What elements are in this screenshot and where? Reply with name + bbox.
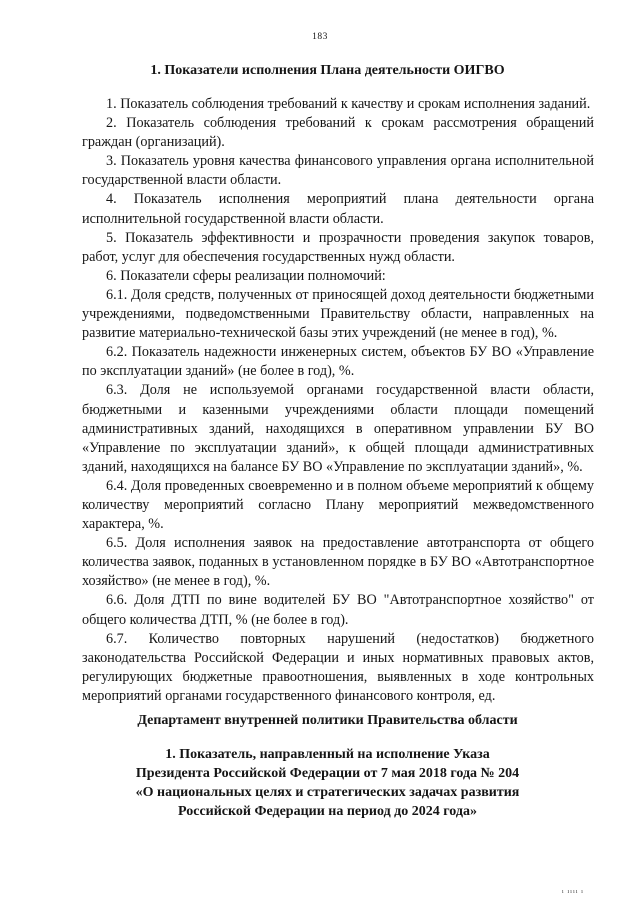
- list-item: 6.6. Доля ДТП по вине водителей БУ ВО "Автотранспортное хозяйство" от общего количества ДТП, % (не более в год).: [82, 592, 594, 628]
- decree-heading-line: «О национальных целях и стратегических задачах развития: [135, 785, 520, 800]
- decree-heading-line: 1. Показатель, направленный на исполнение Указа: [165, 747, 490, 762]
- list-item: 6. Показатели сферы реализации полномочий:: [106, 267, 386, 284]
- decree-heading-line: Президента Российской Федерации от 7 мая 2018 года № 204: [135, 766, 520, 781]
- list-item: 6.1. Доля средств, полученных от приносящей доход деятельности бюджетными учреждениями, подведомственными Правительству области, направленных на развитие материально-технической базы этих учреждений (не менее в год), %.: [82, 286, 594, 342]
- section-heading: 1. Показатели исполнения Плана деятельности ОИГВО: [150, 63, 505, 78]
- department-heading: Департамент внутренней политики Правительства области: [137, 713, 518, 728]
- list-item: 6.5. Доля исполнения заявок на предоставление автотранспорта от общего количества заявок, поданных в установленном порядке в БУ ВО «Автотранспортное хозяйство» (не менее в год), %.: [82, 535, 594, 590]
- indicator-list: [82, 95, 594, 706]
- decree-heading: [60, 745, 595, 821]
- list-item: 2. Показатель соблюдения требований к срокам рассмотрения обращений граждан (организаций).: [82, 115, 594, 151]
- list-item: 6.2. Показатель надежности инженерных систем, объектов БУ ВО «Управление по эксплуатации зданий» (не более в год), %.: [82, 344, 594, 380]
- list-item: 1. Показатель соблюдения требований к качеству и срокам исполнения заданий.: [106, 96, 591, 112]
- barcode-mark: ı ıııı ı: [561, 888, 584, 895]
- list-item: 6.7. Количество повторных нарушений (недостатков) бюджетного законодательства Российской Федерации и иных нормативных правовых актов, регулирующих бюджетные правоотношения, выявленных в ходе контрольных мероприятий органами государственного финансового контроля, ед.: [82, 630, 594, 704]
- list-item: 6.3. Доля не используемой органами государственной власти области, бюджетными и казенными учреждениями области площади помещений административных зданий, находящихся в оперативном управлении БУ ВО «Управление по эксплуатации зданий», к общей площади административных зданий, находящихся на балансе БУ ВО «Управление по эксплуатации зданий», %.: [82, 382, 594, 475]
- decree-heading-line: Российской Федерации на период до 2024 года»: [178, 804, 477, 819]
- list-item: 5. Показатель эффективности и прозрачности проведения закупок товаров, работ, услуг для обеспечения государственных нужд области.: [82, 229, 594, 265]
- page-number: 183: [312, 32, 328, 42]
- list-item: 6.4. Доля проведенных своевременно и в полном объеме мероприятий к общему количеству мероприятий согласно Плану мероприятий межведомственного характера, %.: [82, 477, 594, 533]
- list-item: 4. Показатель исполнения мероприятий плана деятельности органа исполнительной государственной власти области.: [82, 191, 594, 227]
- list-item: 3. Показатель уровня качества финансового управления органа исполнительной государственной власти области.: [82, 153, 594, 189]
